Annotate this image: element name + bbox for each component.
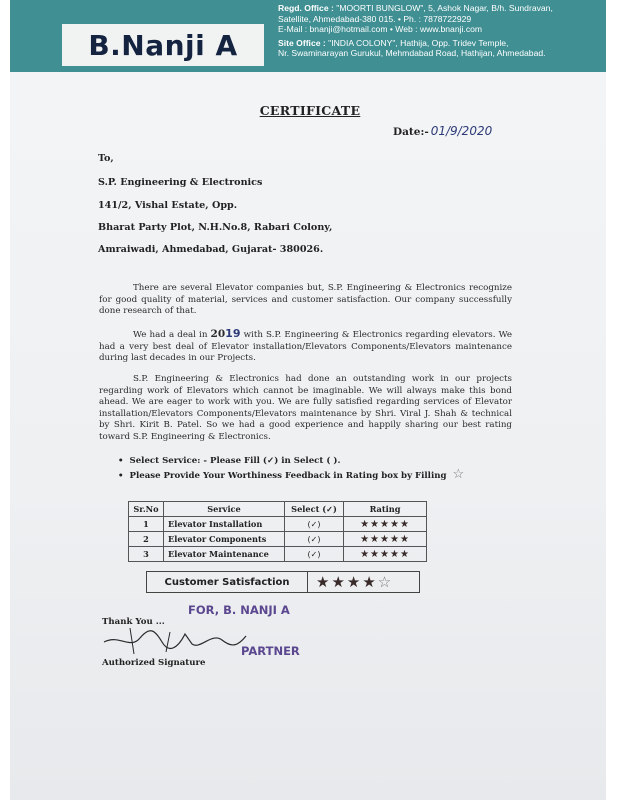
table-row: 1 Elevator Installation (✓) ★★★★★	[129, 517, 427, 532]
instruction-list	[118, 455, 464, 483]
star-outline-icon: ☆	[452, 467, 465, 482]
filled-stars: ★★★★	[316, 573, 378, 591]
service-rating-table	[128, 501, 427, 562]
select-checkbox[interactable]: (✓)	[285, 517, 344, 532]
col-service: Service	[164, 502, 285, 517]
date-label: Date:-	[393, 126, 429, 138]
rating-stars[interactable]: ★★★★★	[344, 532, 427, 547]
paragraph-2: We had a deal in 2019 with S.P. Engineering & Electronics regarding elevators. We had a very best deal of Elevator installation/Elevators Components/Elevators maintenance during last decades in our Projects.	[99, 327, 512, 364]
date-value: 01/9/2020	[430, 124, 493, 138]
site-office-address: "INDIA COLONY", Hathija, Opp. Tridev Temple,	[328, 37, 509, 48]
select-checkbox[interactable]: (✓)	[285, 532, 344, 547]
stamp-partner: PARTNER	[241, 644, 300, 658]
rating-stars[interactable]: ★★★★★	[344, 547, 427, 562]
address-line-3: Bharat Party Plot, N.H.No.8, Rabari Colony,	[98, 222, 333, 233]
instruction-rating: • Please Provide Your Worthiness Feedback in Rating box by Filling ☆	[118, 468, 464, 483]
col-select: Select (✓)	[285, 502, 344, 517]
authorized-signature-label: Authorized Signature	[102, 658, 206, 668]
address-line-1: S.P. Engineering & Electronics	[98, 177, 263, 188]
table-row: 2 Elevator Components (✓) ★★★★★	[129, 532, 427, 547]
customer-satisfaction-box	[146, 571, 420, 593]
paragraph-3: S.P. Engineering & Electronics had done an outstanding work in our projects regarding work of Elevators which cannot be imaginable. We will always make this bond ahead. We are eager to work with you. We are fully satisfied regarding services of Elevator installation/Elevators Components/Elevators maintenance by Shri. Viral J. Shah & technical by Shri. Kirit B. Patel. So we had a good experience and happily sharing our best rating toward S.P. Engineering & Electronics.	[99, 374, 512, 442]
instruction-select-service: • Select Service: - Please Fill (✓) in Select ( ).	[118, 455, 464, 468]
deal-year: 2019	[210, 327, 241, 340]
email-web-line: E-Mail : bnanji@hotmail.com • Web : www.bnanji.com	[278, 24, 483, 35]
satisfaction-stars[interactable]	[308, 573, 419, 591]
customer-satisfaction-label: Customer Satisfaction	[147, 572, 308, 592]
rating-stars[interactable]: ★★★★★	[344, 517, 427, 532]
table-header-row	[129, 502, 427, 517]
company-logo: B.Nanji A	[62, 24, 264, 66]
col-rating: Rating	[344, 502, 427, 517]
letterhead-contact	[278, 3, 608, 59]
select-checkbox[interactable]: (✓)	[285, 547, 344, 562]
stamp-for-company: FOR, B. NANJI A	[188, 603, 290, 617]
date-line	[393, 124, 492, 138]
address-line-4: Amraiwadi, Ahmedabad, Gujarat- 380026.	[98, 244, 324, 255]
signature-image	[100, 620, 250, 660]
site-office-label: Site Office :	[278, 37, 326, 48]
regd-office-address: "MOORTI BUNGLOW", 5, Ashok Nagar, B/h. Sundravan,	[336, 3, 553, 13]
col-srno: Sr.No	[129, 502, 164, 517]
site-office-address-line2: Nr. Swaminarayan Gurukul, Mehmdabad Road, Hathijan, Ahmedabad.	[278, 48, 546, 59]
paragraph-1: There are several Elevator companies but, S.P. Engineering & Electronics recognize for good quality of material, services and customer satisfaction. Our company successfully done research of that.	[99, 283, 512, 317]
empty-star-icon: ☆	[377, 573, 394, 591]
certificate-title: CERTIFICATE	[259, 103, 361, 118]
regd-office-label: Regd. Office :	[278, 3, 334, 13]
regd-office-address-line2: Satellite, Ahmedabad-380 015. • Ph. : 7878722929	[278, 13, 472, 24]
salutation: To,	[98, 153, 114, 164]
table-row: 3 Elevator Maintenance (✓) ★★★★★	[129, 547, 427, 562]
thank-you-text: Thank You ...	[102, 617, 165, 627]
address-line-2: 141/2, Vishal Estate, Opp.	[98, 200, 238, 211]
